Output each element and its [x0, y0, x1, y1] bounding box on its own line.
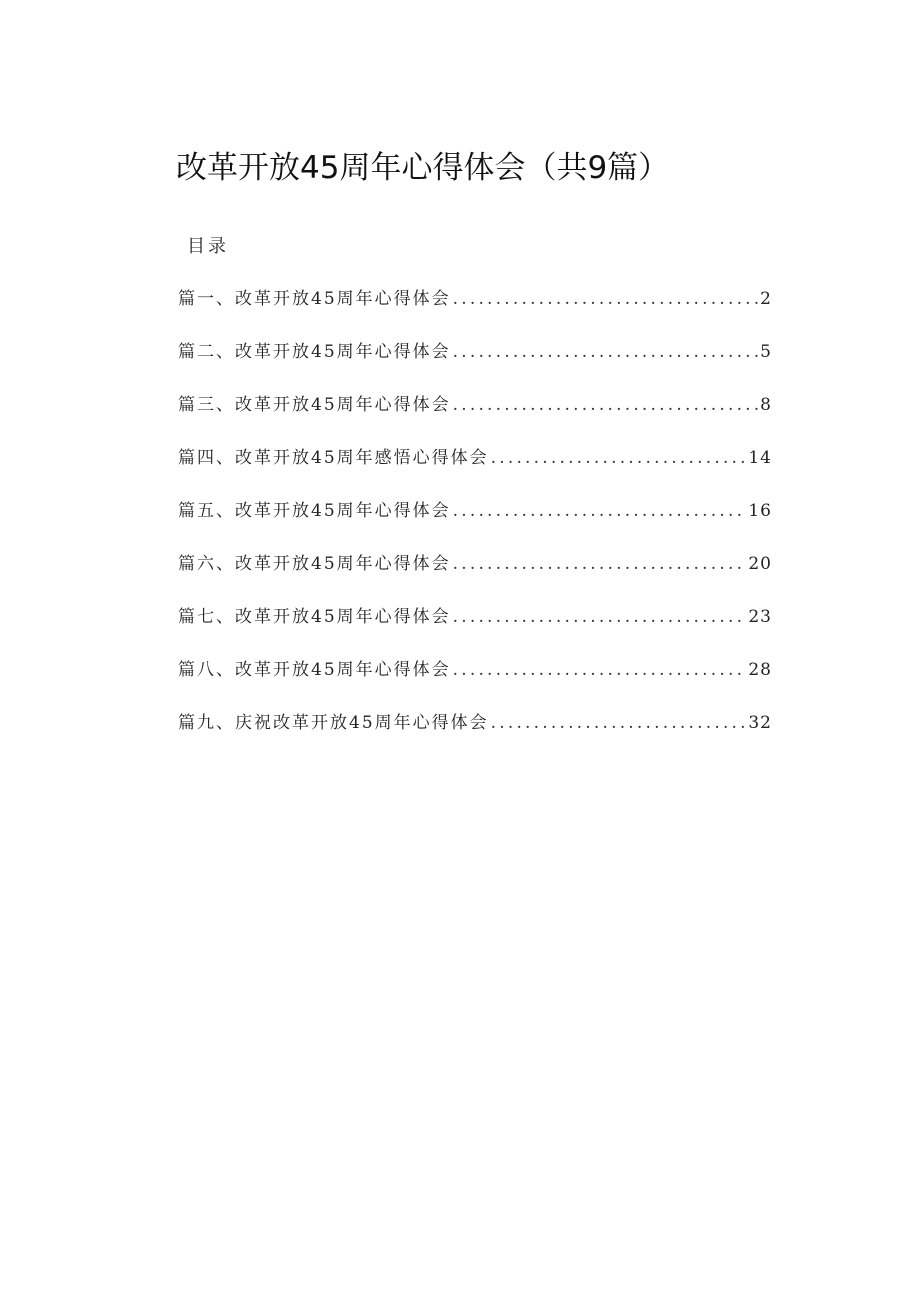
toc-dot-leader [453, 286, 759, 312]
toc-entry-page: 16 [748, 501, 772, 521]
toc-entry-6[interactable] [178, 551, 772, 604]
toc-entry-5[interactable] [178, 498, 772, 551]
toc-entry-4[interactable] [178, 445, 772, 498]
toc-dot-leader [491, 445, 747, 471]
toc-entry-page: 23 [748, 607, 772, 627]
toc-entry-page: 2 [760, 289, 772, 309]
table-of-contents [178, 286, 772, 763]
toc-entry-label: 篇二、改革开放45周年心得体会 [178, 342, 451, 362]
toc-entry-page: 5 [760, 342, 772, 362]
toc-entry-page: 14 [748, 448, 772, 468]
toc-entry-page: 28 [748, 660, 772, 680]
toc-heading: 目录 [187, 236, 229, 257]
toc-entry-label: 篇五、改革开放45周年心得体会 [178, 501, 451, 521]
document-title: 改革开放45周年心得体会（共9篇） [176, 150, 670, 186]
toc-entry-3[interactable] [178, 392, 772, 445]
toc-entry-page: 20 [748, 554, 772, 574]
toc-dot-leader [453, 498, 747, 524]
toc-entry-9[interactable] [178, 710, 772, 763]
toc-entry-label: 篇一、改革开放45周年心得体会 [178, 289, 451, 309]
toc-entry-label: 篇六、改革开放45周年心得体会 [178, 554, 451, 574]
toc-entry-label: 篇七、改革开放45周年心得体会 [178, 607, 451, 627]
toc-entry-page: 32 [748, 713, 772, 733]
toc-entry-label: 篇九、庆祝改革开放45周年心得体会 [178, 713, 489, 733]
toc-dot-leader [491, 710, 747, 736]
toc-entry-1[interactable] [178, 286, 772, 339]
toc-entry-8[interactable] [178, 657, 772, 710]
toc-entry-7[interactable] [178, 604, 772, 657]
toc-dot-leader [453, 657, 747, 683]
toc-dot-leader [453, 551, 747, 577]
toc-dot-leader [453, 339, 759, 365]
toc-entry-label: 篇三、改革开放45周年心得体会 [178, 395, 451, 415]
toc-entry-page: 8 [760, 395, 772, 415]
toc-entry-label: 篇八、改革开放45周年心得体会 [178, 660, 451, 680]
toc-entry-2[interactable] [178, 339, 772, 392]
toc-dot-leader [453, 604, 747, 630]
toc-entry-label: 篇四、改革开放45周年感悟心得体会 [178, 448, 489, 468]
toc-dot-leader [453, 392, 759, 418]
